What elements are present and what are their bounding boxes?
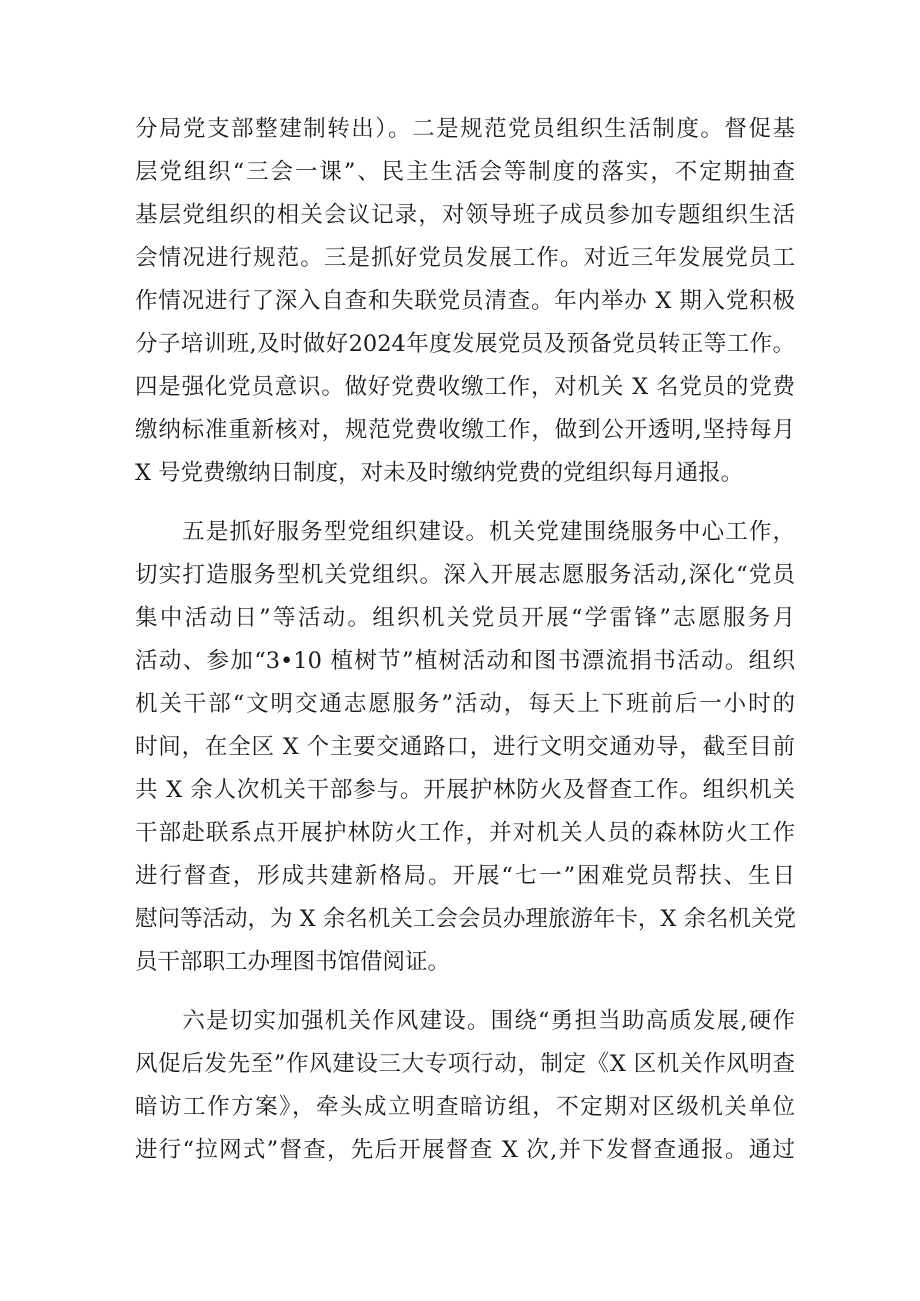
text-line: 活动、参加“3•10 植树节”植树活动和图书漂流捐书活动。组织 — [135, 648, 795, 674]
text-line: 分局党支部整建制转出）。二是规范党员组织生活制度。督促基 — [135, 116, 795, 142]
paragraph-3 — [135, 1000, 795, 1172]
text-line: 四是强化党员意识。做好党费收缴工作，对机关 X 名党员的党费 — [135, 374, 795, 400]
text-line: 干部赴联系点开展护林防火工作，并对机关人员的森林防火工作 — [135, 820, 795, 846]
text-line: 层党组织“三会一课”、民主生活会等制度的落实，不定期抽查 — [135, 159, 795, 185]
paragraph-spacer — [135, 984, 795, 1000]
text-line: 作情况进行了深入自查和失联党员清查。年内举办 X 期入党积极 — [135, 288, 795, 314]
text-line: 机关干部“文明交通志愿服务”活动，每天上下班前后一小时的 — [135, 691, 795, 717]
paragraph-2 — [135, 511, 795, 984]
text-line: 员干部职工办理图书馆借阅证。 — [135, 949, 451, 975]
text-line: 切实打造服务型机关党组织。深入开展志愿服务活动,深化“党员 — [135, 562, 795, 588]
document-body — [135, 108, 795, 1172]
text-line: 会情况进行规范。三是抓好党员发展工作。对近三年发展党员工 — [135, 245, 795, 271]
text-line: 进行督查，形成共建新格局。开展“七一”困难党员帮扶、生日 — [135, 863, 795, 889]
text-line: 集中活动日”等活动。组织机关党员开展“学雷锋”志愿服务月 — [135, 605, 795, 631]
text-line: X 号党费缴纳日制度，对未及时缴纳党费的党组织每月通报。 — [135, 460, 744, 486]
text-line: 缴纳标准重新核对，规范党费收缴工作，做到公开透明,坚持每月 — [135, 417, 795, 443]
text-line: 暗访工作方案》，牵头成立明查暗访组，不定期对区级机关单位 — [135, 1094, 795, 1120]
paragraph-spacer — [135, 495, 795, 511]
text-line: 五是抓好服务型党组织建设。机关党建围绕服务中心工作， — [135, 519, 795, 545]
text-line: 慰问等活动，为 X 余名机关工会会员办理旅游年卡，X 余名机关党 — [135, 906, 796, 932]
paragraph-1 — [135, 108, 795, 495]
text-line: 六是切实加强机关作风建设。围绕“勇担当助高质发展,硬作 — [135, 1008, 795, 1034]
text-line: 基层党组织的相关会议记录，对领导班子成员参加专题组织生活 — [135, 202, 795, 228]
text-line: 分子培训班,及时做好2024年度发展党员及预备党员转正等工作。 — [135, 331, 795, 357]
text-line: 共 X 余人次机关干部参与。开展护林防火及督查工作。组织机关 — [135, 777, 795, 803]
text-line: 时间，在全区 X 个主要交通路口，进行文明交通劝导，截至目前 — [135, 734, 795, 760]
text-line: 风促后发先至”作风建设三大专项行动，制定《X 区机关作风明查 — [135, 1051, 795, 1077]
text-line: 进行“拉网式”督查，先后开展督查 X 次,并下发督查通报。通过 — [135, 1137, 795, 1163]
